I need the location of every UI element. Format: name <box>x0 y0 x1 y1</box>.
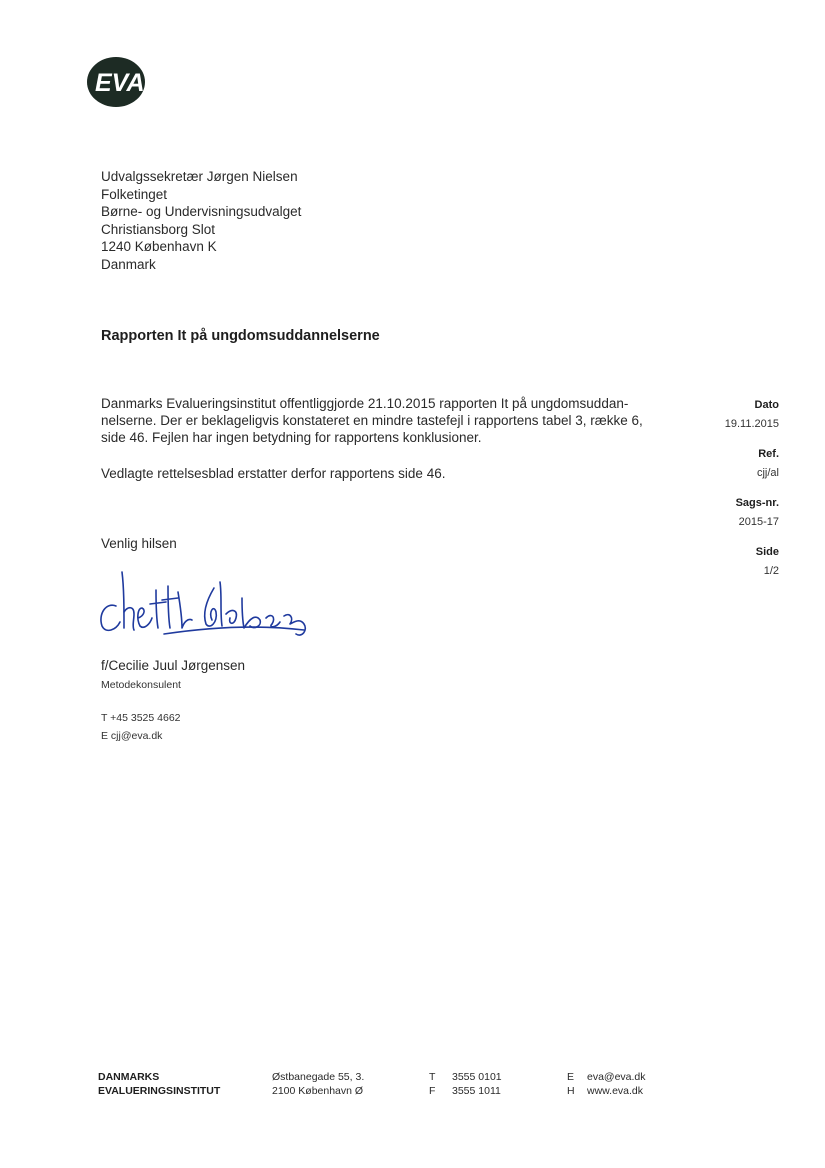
footer-e-value: eva@eva.dk <box>587 1071 646 1083</box>
recipient-committee: Børne- og Undervisningsudvalget <box>101 204 302 219</box>
footer-phone-values <box>452 1070 502 1098</box>
footer-h-value: www.eva.dk <box>587 1085 644 1097</box>
recipient-city: 1240 København K <box>101 239 217 254</box>
closing-greeting: Venlig hilsen <box>101 536 177 551</box>
body-paragraph1-line1: Danmarks Evalueringsinstitut offentliggjorde 21.10.2015 rapporten It på ungdomsuddan- <box>101 396 629 411</box>
recipient-street: Christiansborg Slot <box>101 221 216 237</box>
ref-label: Ref. <box>758 448 779 460</box>
recipient-country: Danmark <box>101 256 156 272</box>
body-paragraph2: Vedlagte rettelsesblad erstatter derfor rapportens side 46. <box>101 466 446 481</box>
signer-email: E cjj@eva.dk <box>101 730 163 742</box>
sags-nr-value: 2015-17 <box>738 516 779 528</box>
sags-nr-label: Sags-nr. <box>735 497 779 509</box>
signer-name: f/Cecilie Juul Jørgensen <box>101 658 246 673</box>
footer-t-value: 3555 0101 <box>452 1071 502 1083</box>
side-label: Side <box>755 546 779 558</box>
eva-logo <box>86 56 148 108</box>
body-paragraph1-line3: side 46. Fejlen har ingen betydning for rapportens konklusioner. <box>101 430 482 445</box>
eva-logo-text: EVA <box>95 69 145 97</box>
recipient-address <box>101 168 301 273</box>
recipient-organisation: Folketinget <box>101 186 168 202</box>
handwritten-signature <box>94 568 314 646</box>
footer-e-label: E <box>567 1071 575 1083</box>
footer-t-label: T <box>429 1071 436 1083</box>
footer-contact-values <box>587 1070 646 1098</box>
dato-value: 19.11.2015 <box>724 418 779 430</box>
footer-phone-labels <box>429 1070 435 1098</box>
footer-contact-labels <box>567 1070 575 1098</box>
footer-address <box>272 1070 364 1098</box>
dato-label: Dato <box>754 399 779 411</box>
footer-org-line2: EVALUERINGSINSTITUT <box>98 1085 221 1097</box>
footer-f-value: 3555 1011 <box>452 1085 501 1097</box>
letter-subject: Rapporten It på ungdomsuddannelserne <box>101 328 380 344</box>
footer-h-label: H <box>567 1085 575 1097</box>
body-paragraph1-line2: nelserne. Der er beklageligvis konstateret en mindre tastefejl i rapportens tabel 3, række 6, <box>101 413 643 428</box>
signer-title: Metodekonsulent <box>101 679 181 691</box>
footer-organisation <box>98 1070 220 1098</box>
footer-f-label: F <box>429 1085 436 1097</box>
signer-phone: T +45 3525 4662 <box>101 712 181 724</box>
footer-address-line2: 2100 København Ø <box>272 1085 364 1097</box>
ref-value: cjj/al <box>756 467 779 479</box>
footer-org-line1: DANMARKS <box>98 1071 160 1083</box>
recipient-name: Udvalgssekretær Jørgen Nielsen <box>101 169 298 184</box>
side-value: 1/2 <box>763 565 779 577</box>
footer-address-line1: Østbanegade 55, 3. <box>272 1071 365 1083</box>
